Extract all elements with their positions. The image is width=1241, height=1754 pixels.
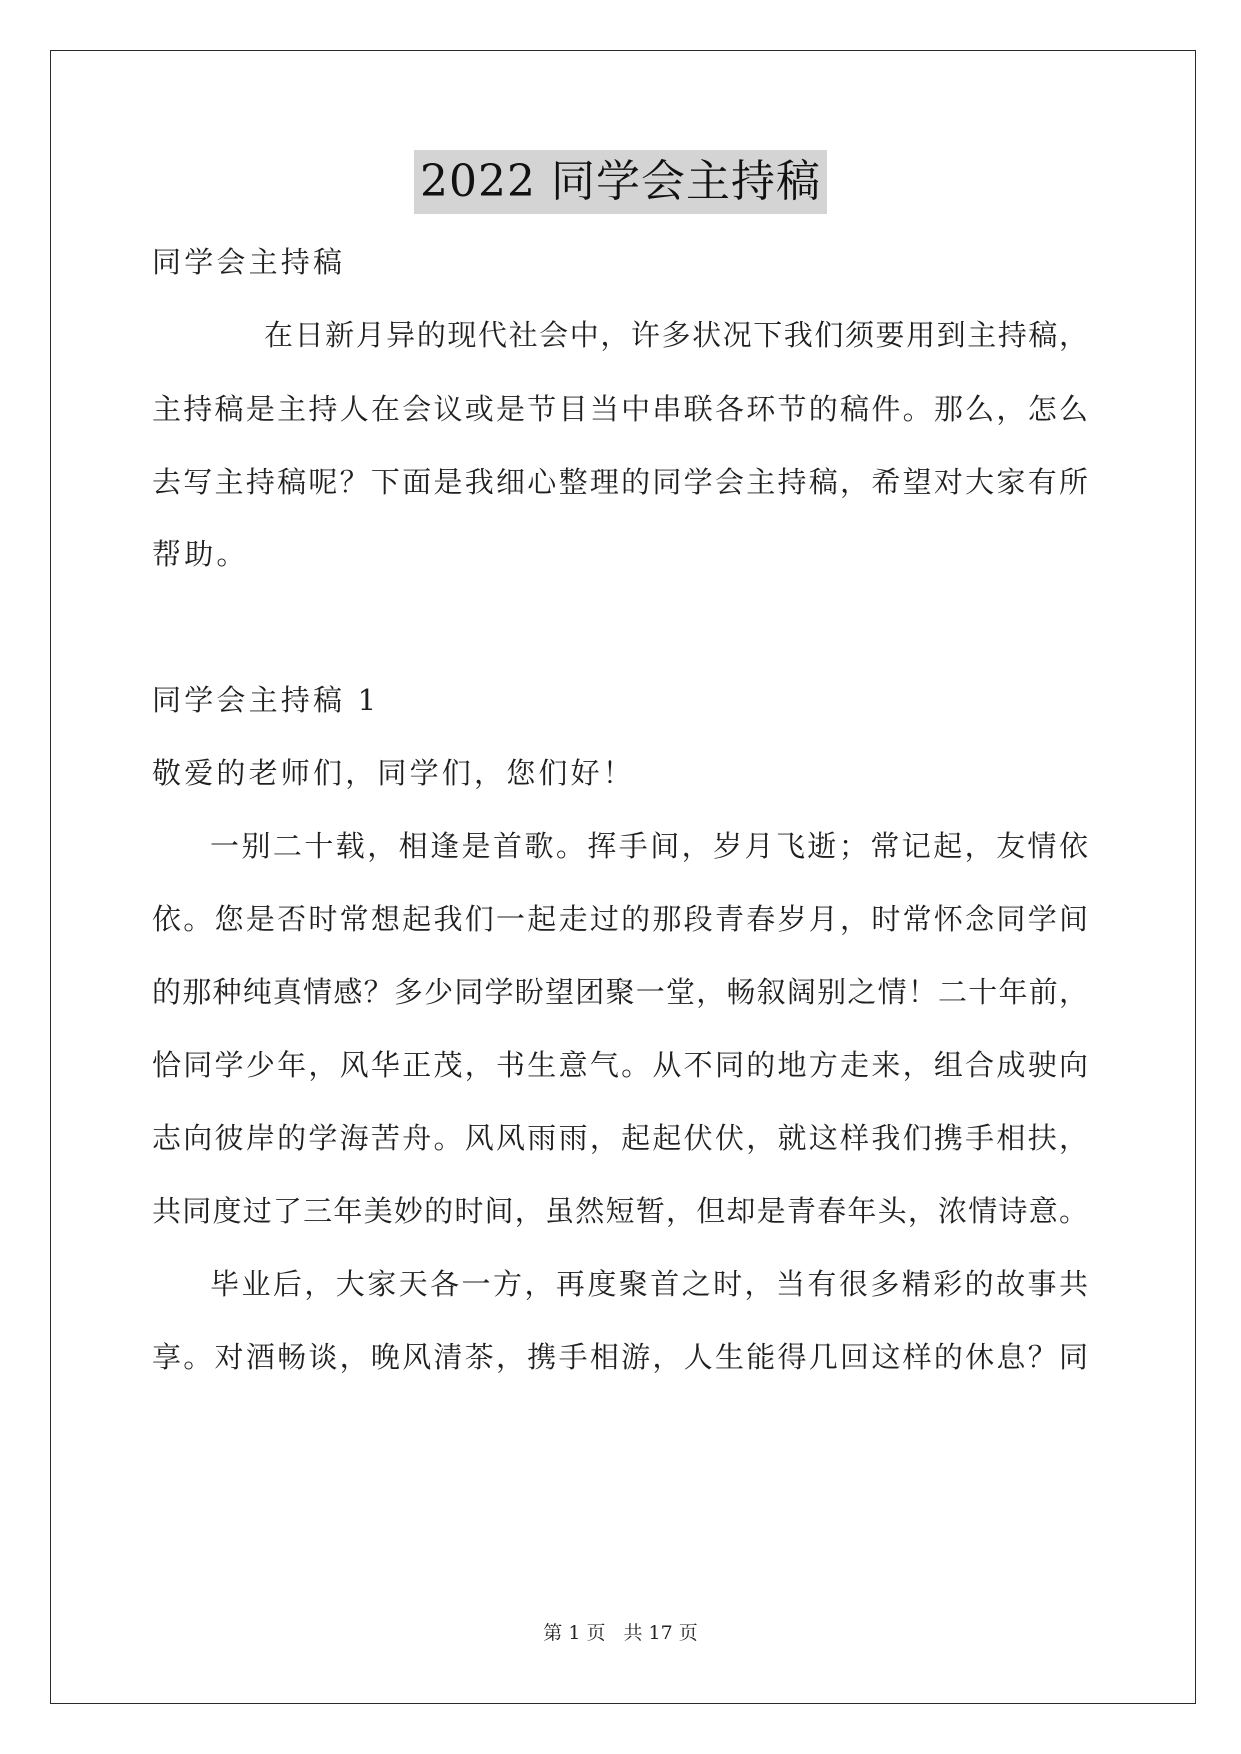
body-line: 毕业后，大家天各一方，再度聚首之时，当有很多精彩的故事共 [210,1267,1088,1301]
body-line: 恰同学少年，风华正茂，书生意气。从不同的地方走来，组合成驶向 [152,1048,1088,1082]
body-line: 志向彼岸的学海苦舟。风风雨雨，起起伏伏，就这样我们携手相扶， [152,1121,1088,1155]
body-line: 的那种纯真情感？多少同学盼望团聚一堂，畅叙阔别之情！二十年前， [152,975,1088,1009]
document-title: 2022 同学会主持稿 [414,150,827,214]
body-line: 享。对酒畅谈，晚风清茶，携手相游，人生能得几回这样的休息？同 [152,1340,1088,1374]
body-line: 共同度过了三年美妙的时间，虽然短暂，但却是青春年头，浓情诗意。 [152,1194,1088,1228]
page-border [50,50,1196,1704]
body-line: 一别二十载，相逢是首歌。挥手间，岁月飞逝；常记起，友情依 [210,829,1088,863]
page-number: 第 1 页 [543,1622,606,1644]
intro-line: 在日新月异的现代社会中，许多状况下我们须要用到主持稿， [264,318,1088,352]
greeting-line: 敬爱的老师们，同学们，您们好！ [152,756,636,790]
intro-heading: 同学会主持稿 [152,245,346,279]
body-line: 依。您是否时常想起我们一起走过的那段青春岁月，时常怀念同学间 [152,902,1088,936]
page-total: 共 17 页 [623,1622,698,1644]
intro-line: 去写主持稿呢？下面是我细心整理的同学会主持稿，希望对大家有所 [152,465,1088,499]
intro-line: 主持稿是主持人在会议或是节目当中串联各环节的稿件。那么，怎么 [152,392,1088,426]
title-container [0,150,1241,214]
section-heading: 同学会主持稿 1 [152,683,380,717]
intro-line: 帮助。 [152,537,249,571]
page-footer [0,1618,1241,1645]
